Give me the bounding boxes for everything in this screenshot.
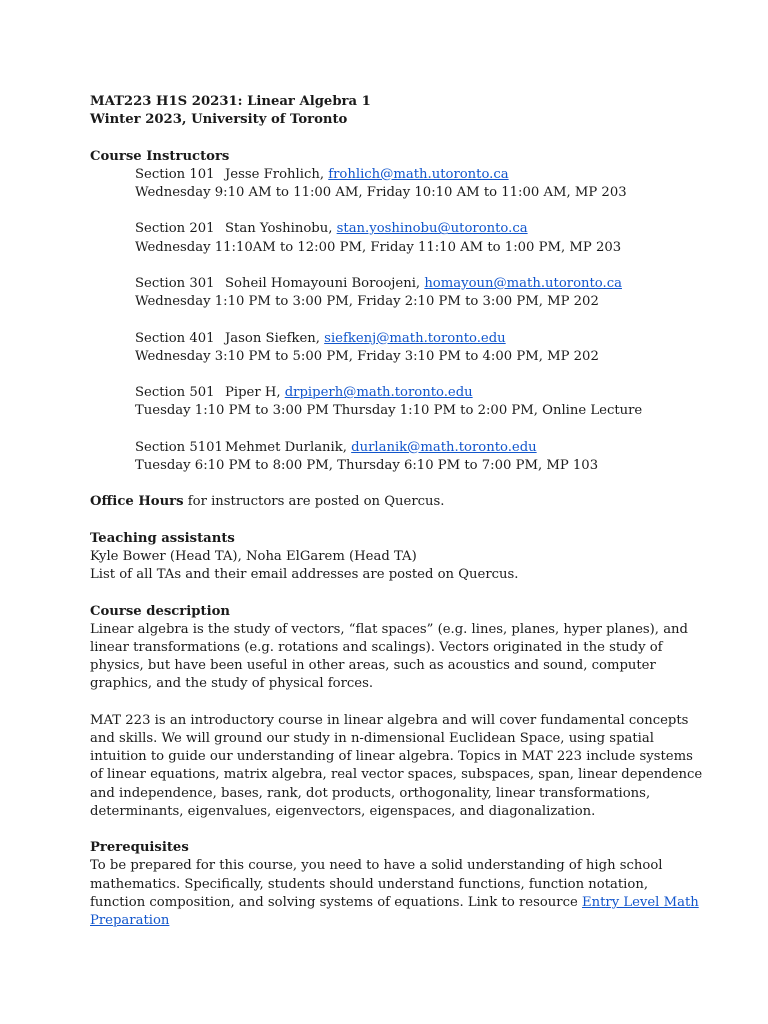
paragraph-line: graphics, and the study of physical forces. <box>90 676 374 692</box>
section-number: Section 401 <box>135 330 215 346</box>
instructor-name: Stan Yoshinobu, <box>225 221 333 237</box>
section-schedule: Wednesday 11:10AM to 12:00 PM, Friday 11:10 AM to 1:00 PM, MP 203 <box>135 239 622 255</box>
section-schedule: Tuesday 6:10 PM to 8:00 PM, Thursday 6:10 PM to 7:00 PM, MP 103 <box>135 457 599 473</box>
instructor-email-link[interactable]: drpiperh@math.toronto.edu <box>284 385 473 401</box>
section-number: Section 301 <box>135 275 215 291</box>
paragraph-line: function composition, and solving systems of equations. Link to resource <box>90 894 582 910</box>
instructor-name: Piper H, <box>225 385 281 401</box>
section-number: Section 501 <box>135 385 215 401</box>
document-page <box>90 93 703 930</box>
instructor-email-link[interactable]: frohlich@math.utoronto.ca <box>328 166 509 182</box>
instructor-name: Jesse Frohlich, <box>225 166 325 182</box>
section-schedule: Wednesday 1:10 PM to 3:00 PM, Friday 2:10 PM to 3:00 PM, MP 202 <box>135 294 599 310</box>
instructor-section-101 <box>90 166 690 202</box>
paragraph-line: and skills. We will ground our study in n-dimensional Euclidean Space, using spatial <box>90 730 654 746</box>
course-term: Winter 2023, University of Toronto <box>90 112 348 128</box>
instructor-section-401 <box>90 330 690 366</box>
section-number: Section 5101 <box>135 439 223 455</box>
instructors-heading: Course Instructors <box>90 148 230 164</box>
instructor-section-201 <box>90 220 690 256</box>
paragraph-line: physics, but have been useful in other areas, such as acoustics and sound, computer <box>90 658 656 674</box>
office-hours-label: Office Hours <box>90 494 184 510</box>
instructor-section-5101 <box>90 439 690 475</box>
instructor-section-301 <box>90 275 690 311</box>
prereq-paragraph <box>90 857 699 930</box>
paragraph-line: and independence, bases, rank, dot products, orthogonality, linear transformations, <box>90 785 651 801</box>
paragraph-line: mathematics. Specifically, students should understand functions, function notation, <box>90 876 649 892</box>
paragraph-line: To be prepared for this course, you need to have a solid understanding of high school <box>90 858 663 874</box>
description-paragraph-1 <box>90 621 690 694</box>
course-title: MAT223 H1S 20231: Linear Algebra 1 <box>90 94 371 109</box>
tas-line: Kyle Bower (Head TA), Noha ElGarem (Head TA) <box>90 548 417 564</box>
instructor-email-link[interactable]: siefkenj@math.toronto.edu <box>324 330 506 346</box>
section-schedule: Tuesday 1:10 PM to 3:00 PM Thursday 1:10 PM to 2:00 PM, Online Lecture <box>135 403 643 419</box>
tas-heading: Teaching assistants <box>90 530 235 546</box>
office-hours-text: for instructors are posted on Quercus. <box>183 494 445 510</box>
paragraph-line: of linear equations, matrix algebra, real vector spaces, subspaces, span, linear dependence <box>90 767 703 783</box>
description-heading: Course description <box>90 603 230 619</box>
prereq-heading: Prerequisites <box>90 840 189 856</box>
paragraph-line: determinants, eigenvalues, eigenvectors, eigenspaces, and diagonalization. <box>90 803 596 819</box>
instructor-email-link[interactable]: durlanik@math.toronto.edu <box>351 439 537 455</box>
entry-level-math-link[interactable]: Entry Level Math <box>581 894 699 910</box>
tas-line: List of all TAs and their email addresses are posted on Quercus. <box>90 567 519 583</box>
instructor-email-link[interactable]: stan.yoshinobu@utoronto.ca <box>336 221 528 237</box>
paragraph-line: MAT 223 is an introductory course in linear algebra and will cover fundamental concepts <box>90 712 689 728</box>
section-number: Section 201 <box>135 221 215 237</box>
office-hours-line <box>90 493 690 511</box>
instructor-email-link[interactable]: homayoun@math.utoronto.ca <box>424 275 622 291</box>
description-paragraph-2 <box>90 712 703 821</box>
section-number: Section 101 <box>135 166 215 182</box>
entry-level-math-link-cont[interactable]: Preparation <box>90 912 170 928</box>
paragraph-line: Linear algebra is the study of vectors, “flat spaces” (e.g. lines, planes, hyper planes), and <box>90 621 688 637</box>
section-schedule: Wednesday 9:10 AM to 11:00 AM, Friday 10:10 AM to 11:00 AM, MP 203 <box>135 185 627 200</box>
section-schedule: Wednesday 3:10 PM to 5:00 PM, Friday 3:10 PM to 4:00 PM, MP 202 <box>135 348 599 364</box>
instructor-name: Mehmet Durlanik, <box>225 439 347 455</box>
instructor-section-501 <box>90 384 690 420</box>
paragraph-line: intuition to guide our understanding of linear algebra. Topics in MAT 223 include systems <box>90 749 693 765</box>
paragraph-line: linear transformations (e.g. rotations and scalings). Vectors originated in the study of <box>90 639 663 655</box>
instructor-name: Soheil Homayouni Boroojeni, <box>225 275 421 291</box>
instructor-name: Jason Siefken, <box>225 330 320 346</box>
